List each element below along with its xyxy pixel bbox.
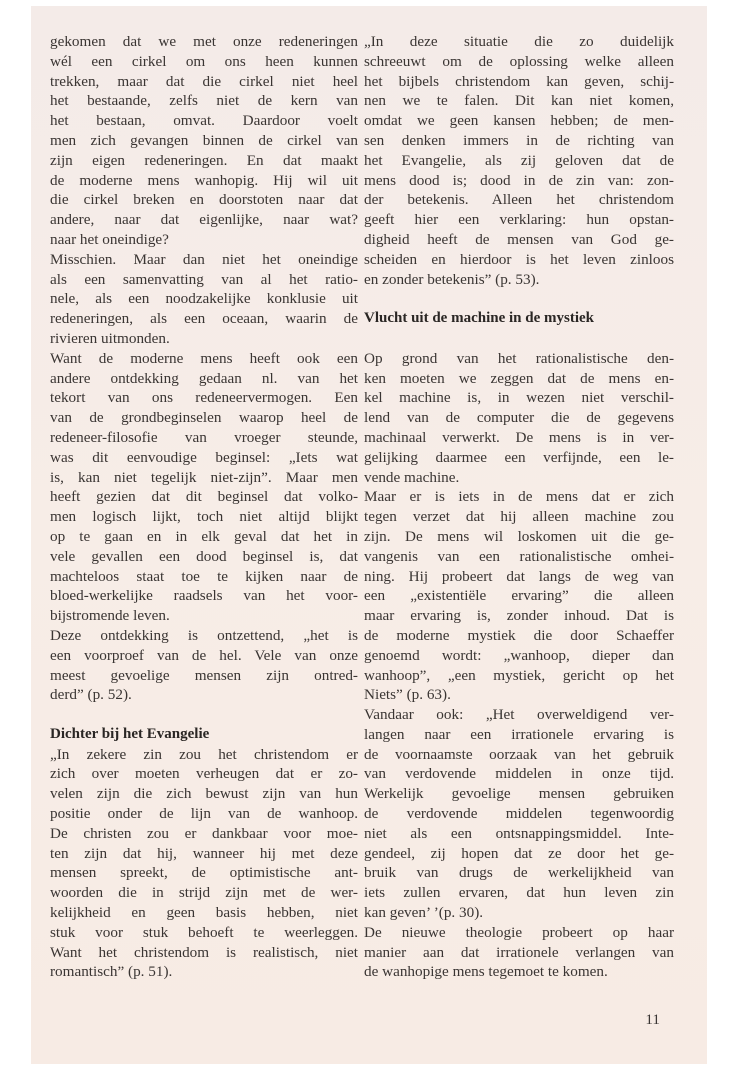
text-line: Want het christendom is realistisch, niet <box>50 943 358 961</box>
text-line: positie onder de lijn van de wanhoop. <box>50 805 358 823</box>
text-line: manier aan dat irrationele verlangen van <box>364 943 674 961</box>
text-line: derd” (p. 52). <box>50 686 132 704</box>
text-line: tekort van ons redeneervermogen. Een <box>50 389 358 407</box>
text-line: bruik van drugs de werkelijkheid van <box>364 864 674 882</box>
text-line: als een samenvatting van al het ratio- <box>50 270 358 288</box>
text-line: het Evangelie, als zij geloven dat de <box>364 151 674 169</box>
text-line: De nieuwe theologie probeert op haar <box>364 923 674 941</box>
paragraph <box>364 923 674 982</box>
text-line: meest gevoelige mensen zijn ontred- <box>50 666 358 684</box>
text-line: gendeel, zij hopen dat ze door het ge- <box>364 844 674 862</box>
text-line: tegen verzet dat hij alleen machine zou <box>364 508 674 526</box>
text-line: het bijbels christendom kan geven, schij- <box>364 72 674 90</box>
text-line: wanhoop”, „een mystiek, gericht op het <box>364 666 674 684</box>
page-number: 11 <box>645 1011 660 1028</box>
text-line: genoemd wordt: „wanhoop, dieper dan <box>364 646 674 664</box>
text-line: geeft hier een verklaring: hun opstan- <box>364 211 674 229</box>
text-line: wél een cirkel om ons heen kunnen <box>50 52 358 70</box>
text-line: rivieren uitmonden. <box>50 329 170 347</box>
text-line: woorden die in strijd zijn met de wer- <box>50 884 358 902</box>
text-line: Op grond van het rationalistische den- <box>364 349 674 367</box>
paragraph <box>50 745 358 983</box>
paragraph <box>50 349 358 626</box>
text-line: een „existentiële ervaring” die alleen <box>364 587 674 605</box>
text-line: velen zijn die zich bewust zijn van hun <box>50 785 358 803</box>
text-line: vende machine. <box>364 468 460 486</box>
text-line: „In zekere zin zou het christendom er <box>50 745 358 763</box>
spacer <box>364 329 674 349</box>
text-line: zijn eigen redeneringen. En dat maakt <box>50 151 358 169</box>
text-line: gekomen dat we met onze redeneringen <box>50 33 358 50</box>
text-line: de moderne mens wanhopig. Hij wil uit <box>50 171 358 189</box>
text-line: ten zijn dat hij, wanneer hij met deze <box>50 844 358 862</box>
text-line: der betekenis. Alleen het christendom <box>364 191 674 209</box>
right-column <box>364 32 674 982</box>
text-line: Niets” (p. 63). <box>364 686 451 704</box>
text-line: nen we te falen. Dit kan niet komen, <box>364 92 674 110</box>
text-line: redeneringen, als een oceaan, waarin de <box>50 310 358 328</box>
text-line: „In deze situatie die zo duidelijk <box>364 33 674 50</box>
text-line: ning. Hij probeert dat langs de weg van <box>364 567 674 585</box>
section-heading: Dichter bij het Evangelie <box>50 725 210 742</box>
text-line: niet als een ontsnappingsmiddel. Inte- <box>364 824 674 842</box>
text-line: andere ontdekking gedaan nl. van het <box>50 369 358 387</box>
text-line: redeneer-filosofie van vroeger steunde, <box>50 428 358 446</box>
text-line: Deze ontdekking is ontzettend, „het is <box>50 626 358 644</box>
text-line: het bestaan, omvat. Daardoor voelt <box>50 112 358 130</box>
text-line: schreeuwt om de oplossing welke alleen <box>364 52 674 70</box>
text-line: trekken, maar dat die cirkel niet heel <box>50 72 358 90</box>
text-line: men logisch lijkt, toch niet altijd blijkt <box>50 508 358 526</box>
text-line: was dit eenvoudige beginsel: „Iets wat <box>50 448 358 466</box>
text-line: kan geven’ ’(p. 30). <box>364 904 484 922</box>
text-line: bijstromende leven. <box>50 607 170 625</box>
text-line: het bestaande, zelfs niet de kern van <box>50 92 358 110</box>
text-line: langen naar een irrationele ervaring is <box>364 725 674 743</box>
text-line: en zonder betekenis” (p. 53). <box>364 270 540 288</box>
text-line: Misschien. Maar dan niet het oneindige <box>50 250 358 268</box>
paragraph <box>364 705 674 923</box>
text-line: een voorproef van de hel. Vele van onze <box>50 646 358 664</box>
text-line: maar ervaring is, zonder inhoud. Dat is <box>364 607 674 625</box>
text-line: mens dood is; dood in de zin van: zon- <box>364 171 674 189</box>
text-line: Vandaar ook: „Het overweldigend ver- <box>364 706 674 724</box>
text-line: de verdovende middelen tegenwoordig <box>364 805 674 823</box>
text-line: ken moeten we zeggen dat de mens en- <box>364 369 674 387</box>
paragraph <box>364 349 674 488</box>
text-line: stuk voor stuk behoeft te weerleggen. <box>50 923 358 941</box>
text-line: mensen spreekt, de optimistische ant- <box>50 864 358 882</box>
text-line: vele gevallen een dood beginsel is, dat <box>50 547 358 565</box>
text-line: machteloos staat toe te kijken naar de <box>50 567 358 585</box>
text-line: van verdovende middelen in onze tijd. <box>364 765 674 783</box>
text-line: zich over moeten verheugen dat er zo- <box>50 765 358 783</box>
paragraph <box>50 626 358 705</box>
text-line: Werkelijk gevoelige mensen gebruiken <box>364 785 674 803</box>
text-line: lend van de computer die de gegevens <box>364 409 674 427</box>
text-line: gelijking daarmee een verfijnde, een le- <box>364 448 674 466</box>
text-line: bloed-werkelijke raadsels van het voor- <box>50 587 358 605</box>
section-heading: Vlucht uit de machine in de mystiek <box>364 310 595 327</box>
paragraph <box>364 32 674 289</box>
text-line: omdat we geen kansen hebben; de men- <box>364 112 674 130</box>
text-line: zijn. De mens wil loskomen uit die ge- <box>364 527 674 545</box>
left-column <box>50 32 358 982</box>
text-line: is, kan niet tegelijk niet-zijn”. Maar men <box>50 468 358 486</box>
text-line: nele, als een noodzakelijke konklusie uit <box>50 290 358 308</box>
text-line: kel machine is, in wezen niet verschil- <box>364 389 674 407</box>
text-line: die cirkel breken en doorstoten naar dat <box>50 191 358 209</box>
text-line: van de grondbeginselen waarop heel de <box>50 409 358 427</box>
paragraph <box>364 487 674 705</box>
text-line: Want de moderne mens heeft ook een <box>50 349 358 367</box>
paragraph <box>50 250 358 349</box>
text-line: vangenis van een rationalistische omhei- <box>364 547 674 565</box>
text-line: Maar er is iets in de mens dat er zich <box>364 488 674 506</box>
text-line: iets zullen ervaren, dat hun leven zin <box>364 884 674 902</box>
text-line: de moderne mystiek die door Schaeffer <box>364 626 674 644</box>
text-line: de voornaamste oorzaak van het gebruik <box>364 745 674 763</box>
text-line: machinaal verwerkt. De mens is in ver- <box>364 428 674 446</box>
text-line: de wanhopige mens tegemoet te komen. <box>364 963 608 981</box>
spacer <box>364 289 674 309</box>
text-line: heeft gezien dat dit beginsel dat volko- <box>50 488 358 506</box>
text-line: scheiden en hierdoor is het leven zinloos <box>364 250 674 268</box>
text-line: romantisch” (p. 51). <box>50 963 173 981</box>
text-line: digheid heeft de mensen van God ge- <box>364 230 674 248</box>
text-line: op te gaan en in elk geval dat het in <box>50 527 358 545</box>
text-line: andere, naar dat eigenlijke, naar wat? <box>50 211 358 229</box>
text-line: sen denken immers in de richting van <box>364 131 674 149</box>
text-line: men zich gevangen binnen de cirkel van <box>50 131 358 149</box>
text-line: De christen zou er dankbaar voor moe- <box>50 824 358 842</box>
text-line: naar het oneindige? <box>50 230 169 248</box>
spacer <box>50 705 358 725</box>
paragraph <box>50 32 358 250</box>
text-line: kelijkheid en geen basis hebben, niet <box>50 904 358 922</box>
